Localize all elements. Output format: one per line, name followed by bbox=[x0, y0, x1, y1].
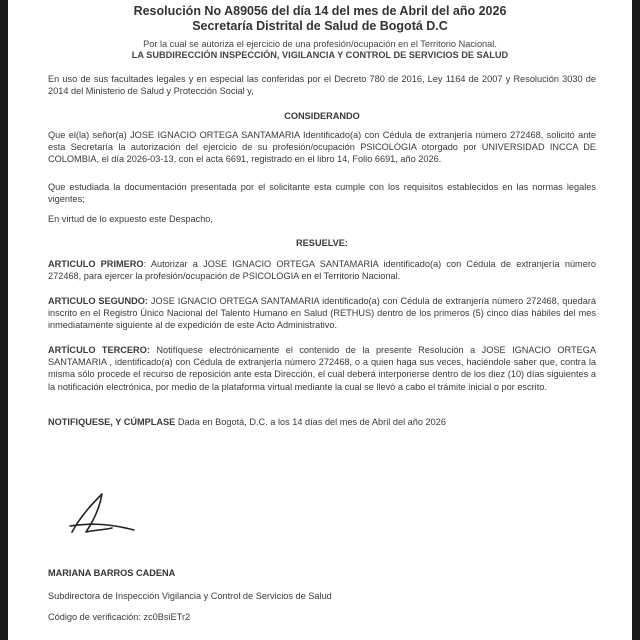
verification-code: Código de verificación: zc0BsiETr2 bbox=[48, 612, 191, 622]
signer-name: MARIANA BARROS CADENA bbox=[48, 568, 176, 578]
closing-label: NOTIFIQUESE, Y CÚMPLASE bbox=[48, 417, 176, 427]
article-first bbox=[48, 258, 596, 282]
article-second bbox=[48, 295, 596, 332]
article-third bbox=[48, 344, 596, 393]
article-third-text: Notifíquese electrónicamente el contenido de la presente Resolución a JOSE IGNACIO ORTEGA SANTAMARIA , identificado(a) con Cédula de extranjería número 272468, o a quien haga sus veces, haciéndole saber que, contra la misma sólo procede el recurso de reposición ante esta Dirección, el cual deberá interponerse dentro de los diez (10) días siguientes a la notificación electrónica, por medio de la plataforma virtual mediante la cual se llevó a cabo el trámite inicial o por escrito. bbox=[48, 345, 596, 392]
consideration-text-1: Que el(la) señor(a) JOSE IGNACIO ORTEGA SANTAMARIA Identificado(a) con Cédula de extranjería número 272468, solicitó ante esta Secretaría la autorización del ejercicio de su profesión/ocupación PSICOLOGIA otorgado por UNIVERSIDAD INCCA DE COLOMBIA, el día 2026-03-13, con el acta 6691, registrado en el libro 14, Folio 6691, año 2026. bbox=[48, 130, 596, 165]
article-third-label: ARTÍCULO TERCERO: bbox=[48, 345, 150, 355]
signer-role: Subdirectora de Inspección Vigilancia y Control de Servicios de Salud bbox=[48, 591, 332, 601]
article-second-text: JOSE IGNACIO ORTEGA SANTAMARIA identificado(a) con Cédula de extranjería número 272468, quedará inscrito en el Registro Único Nacional del Talento Humano en Salud (RETHUS) dentro de los primeros (5) cinco días hábiles del mes inmediatamente siguiente al de expedición de este Acto Administrativo. bbox=[48, 296, 596, 331]
considerando-heading: CONSIDERANDO bbox=[284, 111, 360, 121]
article-first-text: : Autorizar a JOSE IGNACIO ORTEGA SANTAMARIA identificado(a) con Cédula de extranjería número 272468, para ejercer la profesión/ocupación de PSICOLOGIA en el Territorio Nacional. bbox=[48, 259, 596, 282]
resuelve-heading: RESUELVE: bbox=[296, 238, 348, 248]
consideration-paragraph-3 bbox=[48, 213, 596, 225]
issuer-title: Secretaría Distrital de Salud de Bogotá D.C bbox=[192, 19, 448, 33]
closing-paragraph bbox=[48, 416, 596, 428]
article-second-label: ARTICULO SEGUNDO: bbox=[48, 296, 148, 306]
consideration-paragraph-1 bbox=[48, 129, 596, 166]
resolution-purpose: Por la cual se autoriza el ejercicio de una profesión/ocupación en el Territorio Nacional. bbox=[143, 39, 497, 49]
consideration-paragraph-2 bbox=[48, 181, 596, 205]
signature-image bbox=[64, 484, 144, 544]
consideration-text-3: En virtud de lo expuesto este Despacho, bbox=[48, 214, 213, 224]
intro-paragraph bbox=[48, 73, 596, 97]
article-first-label: ARTICULO PRIMERO bbox=[48, 259, 144, 269]
consideration-text-2: Que estudiada la documentación presentada por el solicitante esta cumple con los requisitos establecidos en las normas legales vigentes; bbox=[48, 182, 596, 205]
closing-text: Dada en Bogotá, D.C. a los 14 días del mes de Abril del año 2026 bbox=[175, 417, 446, 427]
resolution-title: Resolución No A89056 del día 14 del mes de Abril del año 2026 bbox=[133, 4, 507, 18]
issuing-office: LA SUBDIRECCIÓN INSPECCIÓN, VIGILANCIA Y CONTROL DE SERVICIOS DE SALUD bbox=[131, 50, 509, 60]
intro-text: En uso de sus facultades legales y en especial las conferidas por el Decreto 780 de 2016, Ley 1164 de 2007 y Resolución 3030 de 2014 del Ministerio de Salud y Protección Social y, bbox=[48, 74, 596, 97]
document-page bbox=[8, 0, 632, 640]
